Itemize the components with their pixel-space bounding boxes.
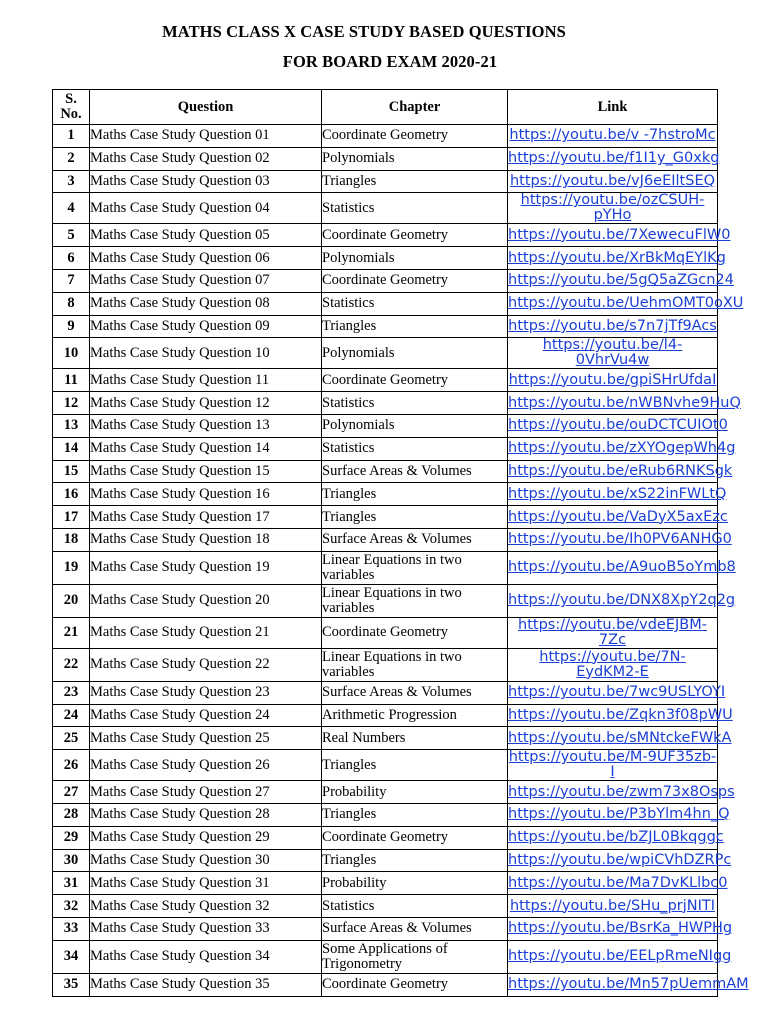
cell-question: Maths Case Study Question 14 xyxy=(90,437,322,460)
video-link[interactable]: https://youtu.be/EELpRmeNIgg xyxy=(508,948,732,965)
table-row xyxy=(53,940,718,973)
cell-question: Maths Case Study Question 02 xyxy=(90,147,322,170)
video-link[interactable]: https://youtu.be/VaDyX5axEzc xyxy=(508,508,728,525)
cell-question: Maths Case Study Question 09 xyxy=(90,315,322,338)
video-link[interactable]: https://youtu.be/ozCSUH-pYHo xyxy=(520,192,705,224)
cell-sno: 9 xyxy=(53,315,90,338)
table-row xyxy=(53,973,718,996)
table-row xyxy=(53,224,718,247)
table-row xyxy=(53,460,718,483)
cell-question: Maths Case Study Question 01 xyxy=(90,125,322,148)
cell-question: Maths Case Study Question 30 xyxy=(90,849,322,872)
cell-link xyxy=(508,193,718,224)
video-link[interactable]: https://youtu.be/Mn57pUemmAM xyxy=(508,976,749,993)
cell-chapter: Polynomials xyxy=(322,247,508,270)
video-link[interactable]: https://youtu.be/Ih0PV6ANHG0 xyxy=(508,531,732,548)
cell-sno: 21 xyxy=(53,617,90,648)
cell-link xyxy=(508,483,727,506)
cell-chapter: Surface Areas & Volumes xyxy=(322,460,508,483)
cell-question: Maths Case Study Question 15 xyxy=(90,460,322,483)
table-row xyxy=(53,617,718,648)
video-link[interactable]: https://youtu.be/vJ6eEIltSEQ xyxy=(509,172,716,189)
questions-table xyxy=(52,89,749,997)
cell-sno: 25 xyxy=(53,727,90,750)
cell-chapter: Statistics xyxy=(322,292,508,315)
cell-sno: 8 xyxy=(53,292,90,315)
cell-chapter: Statistics xyxy=(322,895,508,918)
cell-question: Maths Case Study Question 31 xyxy=(90,872,322,895)
cell-link xyxy=(508,617,718,648)
table-row xyxy=(53,826,718,849)
cell-link xyxy=(508,895,718,918)
cell-sno: 15 xyxy=(53,460,90,483)
video-link[interactable]: https://youtu.be/wpiCVhDZRPc xyxy=(508,851,732,868)
cell-sno: 7 xyxy=(53,269,90,292)
table-body xyxy=(53,125,749,997)
cell-link xyxy=(508,551,736,584)
cell-chapter: Coordinate Geometry xyxy=(322,269,508,292)
cell-chapter: Coordinate Geometry xyxy=(322,617,508,648)
cell-sno: 30 xyxy=(53,849,90,872)
video-link[interactable]: https://youtu.be/M-9UF35zb-I xyxy=(508,749,717,781)
table-header xyxy=(53,90,718,125)
cell-link xyxy=(508,460,733,483)
cell-chapter: Statistics xyxy=(322,392,508,415)
video-link[interactable]: https://youtu.be/7N-EydKM2-E xyxy=(539,648,686,680)
cell-link xyxy=(508,224,731,247)
page-title: MATHS CLASS X CASE STUDY BASED QUESTIONS xyxy=(162,22,566,41)
cell-chapter: Coordinate Geometry xyxy=(322,125,508,148)
column-header-question: Question xyxy=(90,90,322,125)
cell-sno: 24 xyxy=(53,704,90,727)
cell-question: Maths Case Study Question 05 xyxy=(90,224,322,247)
cell-sno: 14 xyxy=(53,437,90,460)
cell-chapter: Real Numbers xyxy=(322,727,508,750)
cell-sno: 32 xyxy=(53,895,90,918)
cell-sno: 35 xyxy=(53,973,90,996)
cell-link xyxy=(508,872,728,895)
cell-link xyxy=(508,506,728,529)
table-row xyxy=(53,269,718,292)
cell-question: Maths Case Study Question 27 xyxy=(90,781,322,804)
video-link[interactable]: https://youtu.be/Zqkn3f08pWU xyxy=(508,706,733,723)
cell-link xyxy=(508,584,736,617)
cell-question: Maths Case Study Question 33 xyxy=(90,917,322,940)
cell-link xyxy=(508,437,736,460)
cell-question: Maths Case Study Question 04 xyxy=(90,193,322,224)
table-row xyxy=(53,193,718,224)
video-link[interactable]: https://youtu.be/zXYOgepWh4g xyxy=(508,440,736,457)
cell-sno: 22 xyxy=(53,648,90,681)
cell-chapter: Polynomials xyxy=(322,414,508,437)
video-link[interactable]: https://youtu.be/v -7hstroMc xyxy=(509,127,716,144)
table-row xyxy=(53,483,718,506)
cell-link xyxy=(508,750,718,781)
cell-chapter: Probability xyxy=(322,781,508,804)
table-row xyxy=(53,781,718,804)
video-link[interactable]: https://youtu.be/eRub6RNKSgk xyxy=(508,462,733,479)
video-link[interactable]: https://youtu.be/gpiSHrUfdaI xyxy=(508,371,717,388)
cell-sno: 17 xyxy=(53,506,90,529)
video-link[interactable]: https://youtu.be/SHu_prjNITI xyxy=(509,897,716,914)
table-row xyxy=(53,917,718,940)
cell-sno: 13 xyxy=(53,414,90,437)
video-link[interactable]: https://youtu.be/ouDCTCUIOt0 xyxy=(508,417,728,434)
cell-link xyxy=(508,147,718,170)
video-link[interactable]: https://youtu.be/zwm73x8Osps xyxy=(508,783,735,800)
video-link[interactable]: https://youtu.be/7XewecuFlW0 xyxy=(508,226,731,243)
cell-question: Maths Case Study Question 10 xyxy=(90,338,322,369)
cell-sno: 12 xyxy=(53,392,90,415)
cell-chapter: Probability xyxy=(322,872,508,895)
cell-question: Maths Case Study Question 22 xyxy=(90,648,322,681)
cell-sno: 1 xyxy=(53,125,90,148)
cell-chapter: Polynomials xyxy=(322,147,508,170)
cell-question: Maths Case Study Question 16 xyxy=(90,483,322,506)
table-row xyxy=(53,414,718,437)
cell-link xyxy=(508,369,718,392)
table-row xyxy=(53,147,718,170)
cell-chapter: Triangles xyxy=(322,803,508,826)
cell-sno: 18 xyxy=(53,528,90,551)
table-row xyxy=(53,704,718,727)
cell-chapter: Linear Equations in two variables xyxy=(322,551,508,584)
cell-sno: 3 xyxy=(53,170,90,193)
video-link[interactable]: https://youtu.be/sMNtckeFWkA xyxy=(508,729,732,746)
cell-link xyxy=(508,940,732,973)
cell-link xyxy=(508,292,744,315)
cell-question: Maths Case Study Question 12 xyxy=(90,392,322,415)
cell-chapter: Linear Equations in two variables xyxy=(322,584,508,617)
cell-link xyxy=(508,247,726,270)
table-row xyxy=(53,338,718,369)
cell-question: Maths Case Study Question 32 xyxy=(90,895,322,918)
cell-chapter: Statistics xyxy=(322,437,508,460)
cell-chapter: Triangles xyxy=(322,750,508,781)
table-row xyxy=(53,584,718,617)
cell-question: Maths Case Study Question 19 xyxy=(90,551,322,584)
cell-sno: 33 xyxy=(53,917,90,940)
cell-question: Maths Case Study Question 06 xyxy=(90,247,322,270)
cell-question: Maths Case Study Question 07 xyxy=(90,269,322,292)
table-row xyxy=(53,849,718,872)
cell-question: Maths Case Study Question 21 xyxy=(90,617,322,648)
cell-link xyxy=(508,826,724,849)
table-row xyxy=(53,551,718,584)
video-link[interactable]: https://youtu.be/nWBNvhe9HuQ xyxy=(508,394,741,411)
cell-link xyxy=(508,648,718,681)
video-link[interactable]: https://youtu.be/xS22inFWLtQ xyxy=(508,485,727,502)
table-row xyxy=(53,247,718,270)
table-row xyxy=(53,392,718,415)
cell-sno: 34 xyxy=(53,940,90,973)
video-link[interactable]: https://youtu.be/s7n7jTf9Acs xyxy=(508,317,717,334)
cell-chapter: Coordinate Geometry xyxy=(322,826,508,849)
cell-question: Maths Case Study Question 20 xyxy=(90,584,322,617)
column-header-sno: S. No. xyxy=(53,90,90,125)
table-row xyxy=(53,681,718,704)
table-row xyxy=(53,895,718,918)
cell-link xyxy=(508,315,718,338)
cell-question: Maths Case Study Question 34 xyxy=(90,940,322,973)
cell-chapter: Statistics xyxy=(322,193,508,224)
cell-sno: 20 xyxy=(53,584,90,617)
cell-link xyxy=(508,528,732,551)
cell-sno: 16 xyxy=(53,483,90,506)
cell-chapter: Triangles xyxy=(322,170,508,193)
table-row xyxy=(53,750,718,781)
cell-question: Maths Case Study Question 29 xyxy=(90,826,322,849)
cell-question: Maths Case Study Question 28 xyxy=(90,803,322,826)
cell-sno: 11 xyxy=(53,369,90,392)
cell-sno: 26 xyxy=(53,750,90,781)
video-link[interactable]: https://youtu.be/bZJL0Bkqggc xyxy=(508,829,724,846)
cell-link xyxy=(508,338,718,369)
table-row xyxy=(53,872,718,895)
page-subtitle: FOR BOARD EXAM 2020-21 xyxy=(282,52,498,71)
cell-chapter: Triangles xyxy=(322,483,508,506)
cell-question: Maths Case Study Question 26 xyxy=(90,750,322,781)
header-row xyxy=(53,90,718,125)
cell-link xyxy=(508,170,718,193)
cell-link xyxy=(508,803,730,826)
table-row xyxy=(53,437,718,460)
table-row xyxy=(53,125,718,148)
table-row xyxy=(53,369,718,392)
cell-question: Maths Case Study Question 03 xyxy=(90,170,322,193)
cell-sno: 5 xyxy=(53,224,90,247)
cell-chapter: Coordinate Geometry xyxy=(322,224,508,247)
cell-chapter: Triangles xyxy=(322,849,508,872)
column-header-link: Link xyxy=(508,90,718,125)
cell-link xyxy=(508,392,741,415)
cell-link xyxy=(508,849,732,872)
cell-link xyxy=(508,704,733,727)
cell-link xyxy=(508,973,749,996)
cell-chapter: Triangles xyxy=(322,315,508,338)
cell-sno: 28 xyxy=(53,803,90,826)
cell-sno: 2 xyxy=(53,147,90,170)
cell-question: Maths Case Study Question 11 xyxy=(90,369,322,392)
cell-chapter: Coordinate Geometry xyxy=(322,369,508,392)
cell-question: Maths Case Study Question 23 xyxy=(90,681,322,704)
cell-sno: 29 xyxy=(53,826,90,849)
video-link[interactable]: https://youtu.be/BsrKa_HWPHg xyxy=(508,920,733,937)
cell-question: Maths Case Study Question 13 xyxy=(90,414,322,437)
video-link[interactable]: https://youtu.be/7wc9USLYOYI xyxy=(508,684,726,701)
column-header-chapter: Chapter xyxy=(322,90,508,125)
cell-link xyxy=(508,269,734,292)
cell-sno: 10 xyxy=(53,338,90,369)
cell-sno: 19 xyxy=(53,551,90,584)
video-link[interactable]: https://youtu.be/DNX8XpY2q2g xyxy=(508,592,736,609)
table-row xyxy=(53,170,718,193)
video-link[interactable]: https://youtu.be/l4-0VhrVu4w xyxy=(542,337,683,369)
cell-question: Maths Case Study Question 25 xyxy=(90,727,322,750)
cell-chapter: Linear Equations in two variables xyxy=(322,648,508,681)
cell-chapter: Surface Areas & Volumes xyxy=(322,917,508,940)
cell-question: Maths Case Study Question 08 xyxy=(90,292,322,315)
cell-link xyxy=(508,781,735,804)
cell-question: Maths Case Study Question 24 xyxy=(90,704,322,727)
cell-link xyxy=(508,727,732,750)
cell-chapter: Surface Areas & Volumes xyxy=(322,528,508,551)
video-link[interactable]: https://youtu.be/P3bYlm4hn_Q xyxy=(508,806,730,823)
video-link[interactable]: https://youtu.be/Ma7DvKLlbc0 xyxy=(508,874,728,891)
table-row xyxy=(53,315,718,338)
table-row xyxy=(53,803,718,826)
cell-sno: 27 xyxy=(53,781,90,804)
table-row xyxy=(53,727,718,750)
table-row xyxy=(53,648,718,681)
cell-link xyxy=(508,414,728,437)
cell-chapter: Arithmetic Progression xyxy=(322,704,508,727)
video-link[interactable]: https://youtu.be/XrBkMqEYlKg xyxy=(508,249,726,266)
cell-chapter: Polynomials xyxy=(322,338,508,369)
cell-sno: 6 xyxy=(53,247,90,270)
video-link[interactable]: https://youtu.be/vdeEJBM-7Zc xyxy=(518,616,707,648)
cell-question: Maths Case Study Question 17 xyxy=(90,506,322,529)
cell-chapter: Some Applications of Trigonometry xyxy=(322,940,508,973)
cell-question: Maths Case Study Question 18 xyxy=(90,528,322,551)
cell-chapter: Coordinate Geometry xyxy=(322,973,508,996)
video-link[interactable]: https://youtu.be/f1I1y_G0xkg xyxy=(508,150,720,167)
cell-link xyxy=(508,917,733,940)
video-link[interactable]: https://youtu.be/5gQ5aZGcn24 xyxy=(508,272,734,289)
cell-sno: 23 xyxy=(53,681,90,704)
cell-chapter: Surface Areas & Volumes xyxy=(322,681,508,704)
table-row xyxy=(53,528,718,551)
video-link[interactable]: https://youtu.be/A9uoB5oYmb8 xyxy=(508,559,736,576)
cell-question: Maths Case Study Question 35 xyxy=(90,973,322,996)
table-row xyxy=(53,292,718,315)
cell-sno: 4 xyxy=(53,193,90,224)
cell-link xyxy=(508,125,718,148)
cell-sno: 31 xyxy=(53,872,90,895)
cell-chapter: Triangles xyxy=(322,506,508,529)
table-row xyxy=(53,506,718,529)
video-link[interactable]: https://youtu.be/UehmOMT0oXU xyxy=(508,295,744,312)
cell-link xyxy=(508,681,726,704)
